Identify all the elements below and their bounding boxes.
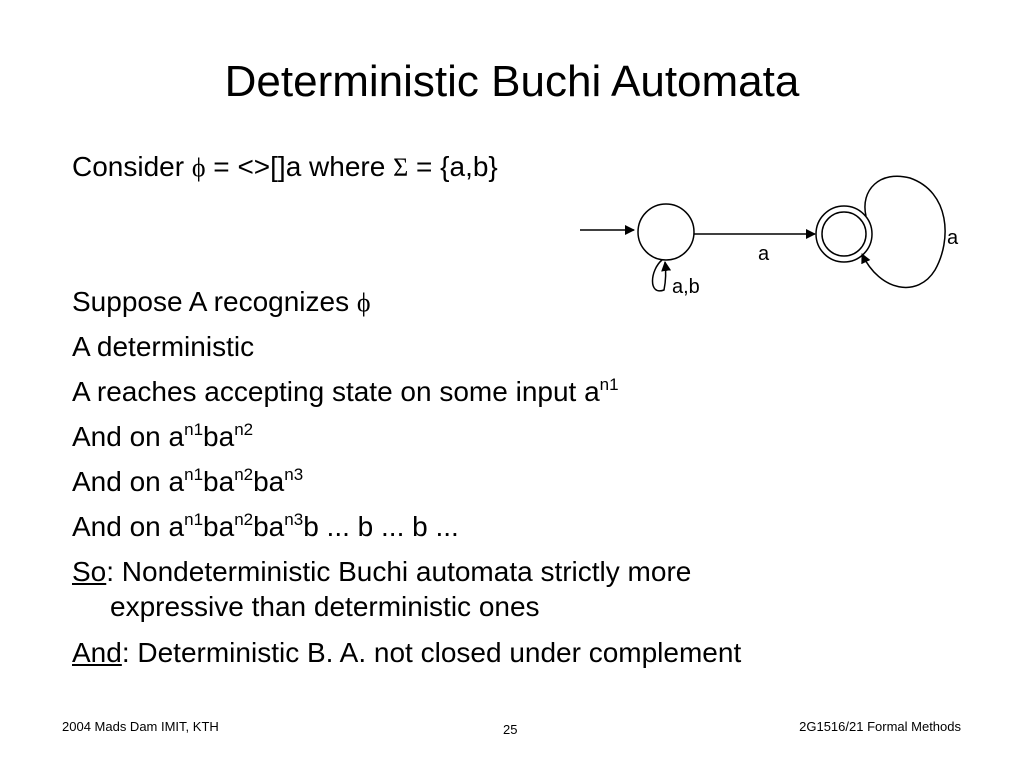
text: ba bbox=[253, 466, 285, 497]
text: ba bbox=[203, 466, 235, 497]
start-state bbox=[638, 204, 694, 260]
text: And on a bbox=[72, 421, 185, 452]
line-deterministic: A deterministic bbox=[72, 331, 255, 362]
superscript: n2 bbox=[234, 465, 254, 484]
and-text: : Deterministic B. A. not closed under complement bbox=[121, 637, 742, 668]
line-and-on-2 bbox=[72, 465, 303, 499]
line-accepting bbox=[72, 375, 619, 409]
text: ba bbox=[203, 421, 235, 452]
superscript: n1 bbox=[184, 465, 204, 484]
phi-symbol: ϕ bbox=[356, 288, 371, 317]
superscript: n2 bbox=[234, 510, 254, 529]
accepting-text: A reaches accepting state on some input a bbox=[72, 376, 600, 407]
text: ba bbox=[203, 511, 235, 542]
so-keyword: So bbox=[72, 556, 107, 587]
consider-alphabet: = {a,b} bbox=[408, 151, 498, 182]
line-and-on-1 bbox=[72, 420, 253, 454]
superscript: n1 bbox=[184, 510, 204, 529]
and-keyword: And bbox=[72, 637, 122, 668]
footer-right: 2G1516/21 Formal Methods bbox=[799, 719, 961, 734]
text: And on a bbox=[72, 511, 185, 542]
page-number: 25 bbox=[503, 722, 518, 737]
slide-title: Deterministic Buchi Automata bbox=[224, 57, 800, 106]
consider-prefix: Consider bbox=[72, 151, 192, 182]
line-and bbox=[72, 636, 741, 670]
line-suppose bbox=[72, 285, 371, 319]
superscript: n2 bbox=[234, 420, 254, 439]
text: And on a bbox=[72, 466, 185, 497]
superscript: n1 bbox=[599, 375, 619, 394]
suppose-text: Suppose A recognizes bbox=[72, 286, 357, 317]
accept-self-loop bbox=[862, 176, 945, 287]
so-text: : Nondeterministic Buchi automata strictly more bbox=[106, 556, 692, 587]
text: b ... b ... b ... bbox=[303, 511, 459, 542]
transition-label: a bbox=[758, 243, 770, 265]
accept-state-outer bbox=[816, 206, 872, 262]
start-self-loop bbox=[653, 260, 666, 291]
sigma-symbol: Σ bbox=[393, 153, 409, 182]
line-so bbox=[72, 555, 691, 589]
accept-self-loop-label: a bbox=[947, 227, 959, 249]
text: ba bbox=[253, 511, 285, 542]
line-and-on-3 bbox=[72, 510, 459, 544]
start-self-loop-label: a,b bbox=[672, 276, 700, 298]
footer-left: 2004 Mads Dam IMIT, KTH bbox=[62, 719, 219, 734]
line-so-continued: expressive than deterministic ones bbox=[110, 591, 540, 622]
superscript: n3 bbox=[284, 510, 304, 529]
superscript: n3 bbox=[284, 465, 304, 484]
consider-formula: = <>[]a where bbox=[205, 151, 394, 182]
phi-symbol: ϕ bbox=[191, 153, 206, 182]
superscript: n1 bbox=[184, 420, 204, 439]
